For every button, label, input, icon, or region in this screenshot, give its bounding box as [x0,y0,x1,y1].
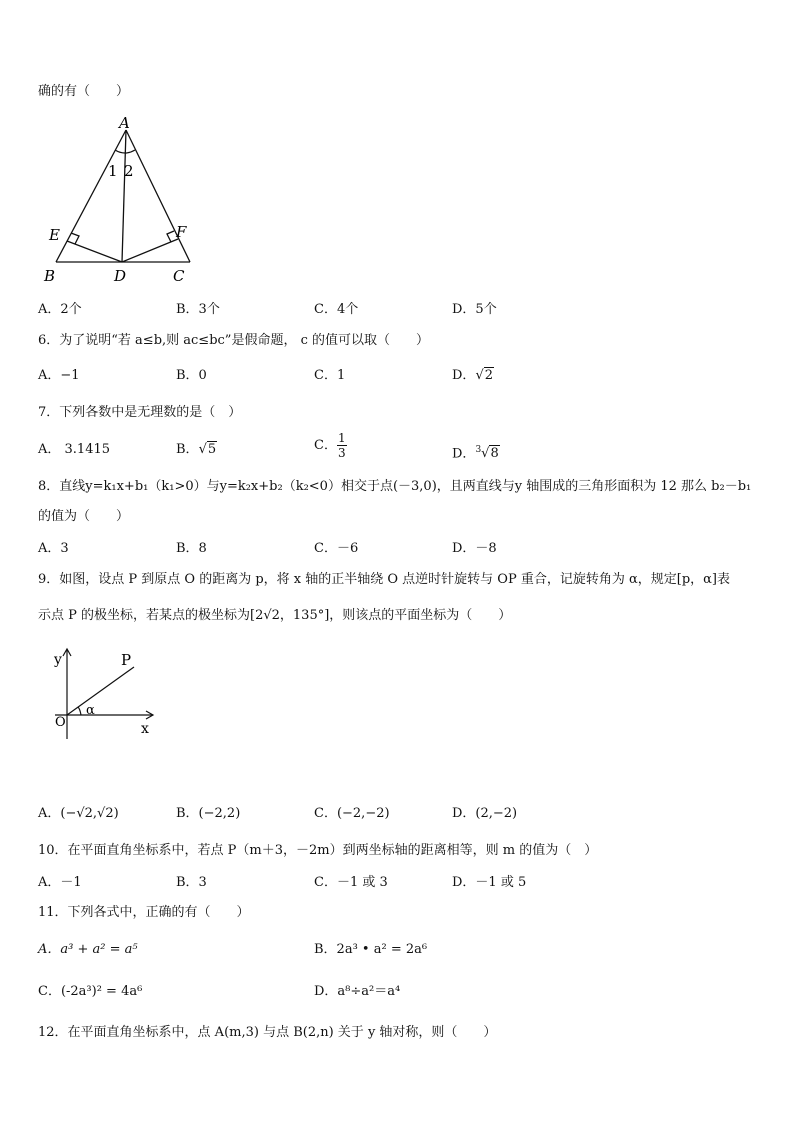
q9-options [38,804,758,826]
sqrt-icon: √5 [198,442,217,457]
q11-option-b[interactable]: B．2a³ • a² = 2a⁶ [314,942,428,957]
q11-options-row1 [38,940,758,962]
q6-option-d-radicand: 2 [484,368,494,383]
q11-option-a[interactable]: A．a³ + a² = a⁵ [38,942,138,957]
label-p: P [121,651,132,669]
q9-option-a[interactable]: A．(−√2,√2) [38,806,119,821]
q8-option-a[interactable]: A．3 [38,541,69,556]
fraction-numerator: 1 [337,431,346,445]
q10-option-c[interactable]: C．－1 或 3 [314,875,388,890]
segment-ac [126,130,190,262]
q9-coordinate-figure [45,645,165,745]
q5-stem-tail: 确的有（ ） [38,84,130,99]
q7-option-b-radicand: 5 [207,442,217,457]
q5-option-c[interactable]: C．4个 [314,302,359,317]
label-f: F [176,223,187,241]
q6-option-b[interactable]: B．0 [176,368,207,383]
q12-stem: 12．在平面直角坐标系中，点 A(m,3) 与点 B(2,n) 关于 y 轴对称，则（ ） [38,1025,497,1040]
q7-option-b-label: B． [176,442,199,457]
segment-de [67,241,122,262]
q7-option-a[interactable]: A． 3.1415 [38,442,111,457]
q10-option-b[interactable]: B．3 [176,875,207,890]
q5-option-a[interactable]: A．2个 [38,302,82,317]
q8-option-c[interactable]: C．－6 [314,541,359,556]
label-e: E [49,226,60,244]
q8-option-b[interactable]: B．8 [176,541,207,556]
q9-option-d[interactable]: D．(2,−2) [452,806,518,821]
q5-option-b[interactable]: B．3个 [176,302,220,317]
label-angle-1: 1 [108,162,118,180]
sqrt-icon: √2 [475,368,494,383]
q7-option-c[interactable] [314,431,347,460]
label-o: O [55,715,66,730]
label-d: D [114,267,127,285]
right-angle-mark-f [167,231,174,242]
q5-triangle-figure [40,112,210,287]
segment-ad [122,130,126,262]
q7-option-b[interactable] [176,440,217,460]
q7-option-c-fraction [337,431,347,460]
q7-stem: 7．下列各数中是无理数的是（ ） [38,405,242,420]
q9-option-b[interactable]: B．(−2,2) [176,806,241,821]
label-a: A [119,114,130,132]
q6-stem: 6．为了说明“若 a≤b,则 ac≤bc”是假命题， c 的值可以取（ ） [38,333,429,348]
q10-stem: 10．在平面直角坐标系中，若点 P（m＋3，－2m）到两坐标轴的距离相等，则 m 的值为（ ） [38,843,598,858]
q11-options-row2 [38,982,758,1004]
q7-options [38,431,758,468]
q9-option-c[interactable]: C．(−2,−2) [314,806,390,821]
q7-option-d-root-index: 3 [475,445,482,455]
angle-arc-alpha [78,707,81,715]
segment-op [67,667,134,715]
fraction-denominator: 3 [337,446,346,460]
q9-stem-line1: 9．如图，设点 P 到原点 O 的距离为 p，将 x 轴的正半轴绕 O 点逆时针旋转与 OP 重合，记旋转角为 α，规定[p，α]表 [38,572,731,587]
q8-option-d[interactable]: D．－8 [452,541,497,556]
q6-option-d-label: D． [452,368,476,383]
q6-option-a[interactable]: A．−1 [38,368,80,383]
label-c: C [173,267,185,285]
segment-df [122,239,178,262]
q11-stem: 11．下列各式中，正确的有（ ） [38,905,250,920]
q5-option-d[interactable]: D．5个 [452,302,497,317]
q7-option-d-label: D． [452,446,476,462]
q11-option-d[interactable]: D．a⁸÷a²＝a⁴ [314,984,401,999]
q10-option-d[interactable]: D．－1 或 5 [452,875,527,890]
label-y: y [54,652,62,668]
q5-options [38,300,758,322]
q7-option-d-radicand: 8 [490,446,499,462]
label-alpha: α [86,703,95,718]
q8-stem-line2: 的值为（ ） [38,509,130,524]
label-angle-2: 2 [124,162,134,180]
q10-options [38,873,758,895]
label-b: B [44,267,56,285]
q7-option-c-label: C． [314,438,337,453]
q10-option-a[interactable]: A．－1 [38,875,82,890]
cube-root-icon: √8 [481,446,499,462]
q6-options [38,366,758,388]
q8-options [38,539,758,561]
q9-stem-line2: 示点 P 的极坐标，若某点的极坐标为[2√2，135°]，则该点的平面坐标为（ ） [38,608,512,623]
q6-option-d[interactable] [452,366,494,386]
label-x: x [141,721,149,737]
q6-option-c[interactable]: C．1 [314,368,346,383]
q7-option-d[interactable] [452,440,500,464]
q8-stem-line1: 8．直线y=k₁x+b₁（k₁>0）与y=k₂x+b₂（k₂<0）相交于点(－3,0)，且两直线与y 轴围成的三角形面积为 12 那么 b₂－b₁ [38,479,752,494]
q11-option-c[interactable]: C．(-2a³)² = 4a⁶ [38,984,143,999]
